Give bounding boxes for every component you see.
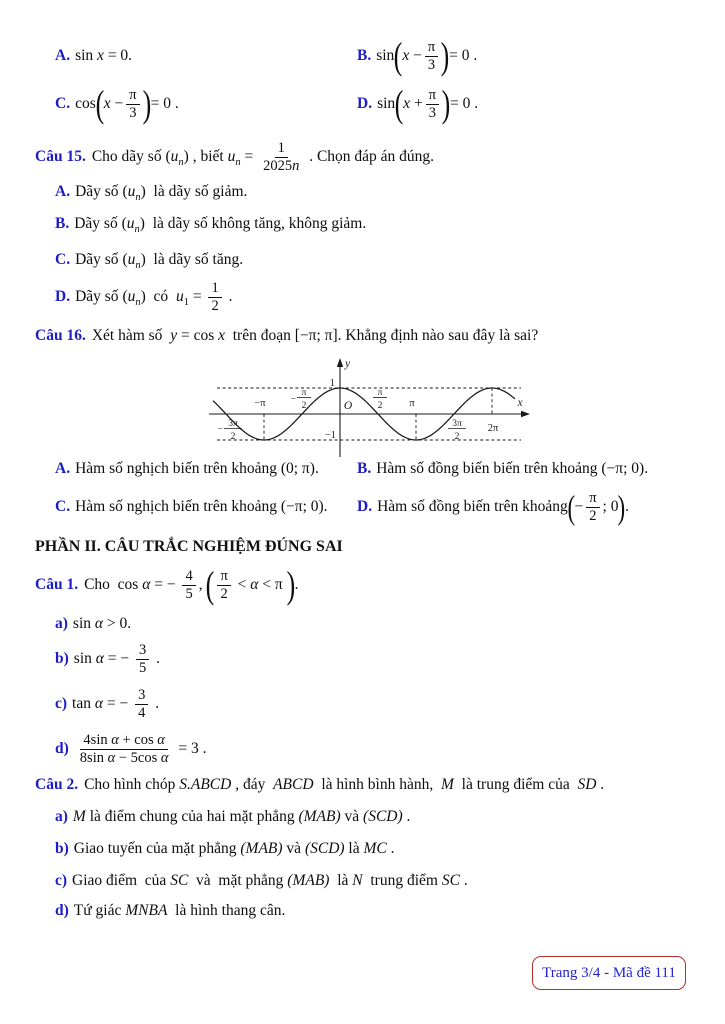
math-inner: x + — [403, 95, 423, 112]
y-axis-label: y — [345, 358, 351, 370]
option-letter: B. — [357, 460, 372, 477]
option-letter: B. — [357, 47, 372, 64]
close-paren: ) — [440, 35, 450, 77]
item-text: Giao tuyến của mặt phẳng (MAB) và (SCD) là MC . — [73, 840, 395, 857]
part2-q2-item-c — [55, 868, 468, 894]
stem-text: Xét hàm số y = cos x trên đoạn [−π; π]. Khẳng định nào sau đây là sai? — [91, 327, 539, 344]
stem-text: Cho hình chóp S.ABCD , đáy ABCD là hình bình hành, M là trung điểm của SD . — [84, 776, 605, 793]
question16-option-c — [55, 498, 357, 516]
open-paren: ( — [95, 83, 105, 125]
stem-text-tail: . Chọn đáp án đúng. — [305, 148, 435, 165]
tick-3pi-half-num: 3π — [452, 419, 462, 429]
math-fraction: $\frac{\pi}{3}$ — [425, 39, 438, 72]
function-name: sin — [377, 95, 396, 112]
option-letter: B. — [55, 215, 70, 232]
question14-option-b — [357, 35, 705, 77]
stem-text: Cho cos α = − — [84, 576, 180, 593]
question14-option-a — [55, 47, 357, 65]
part2-q1-item-a — [55, 612, 131, 636]
option-text: Dãy số $(u_n)$ là dãy số không tăng, không giảm. — [74, 215, 367, 236]
tick-neg-3pi-half-num: 3π — [228, 419, 238, 429]
minus-sign: − — [574, 498, 584, 515]
cosine-graph — [193, 356, 537, 460]
part2-question2-stem — [35, 772, 604, 798]
period: . — [151, 695, 160, 712]
question16-option-b — [357, 460, 705, 478]
footer-page-badge — [532, 956, 686, 990]
math-fraction: $\frac{1}{2}$ — [208, 280, 221, 313]
close-paren: ) — [617, 488, 626, 526]
tick-neg-pi-half-minus: − — [290, 395, 296, 405]
item-text: tan α = − — [72, 695, 133, 712]
question15-option-b — [55, 211, 366, 237]
math-fraction: $\frac{\pi}{3}$ — [426, 87, 439, 120]
question14-options-row-2 — [55, 78, 705, 130]
question15-option-a — [55, 179, 247, 205]
question15-option-c — [55, 247, 243, 273]
item-text: Giao điểm của SC và mặt phẳng (MAB) là N trung điểm SC . — [72, 872, 468, 889]
question15-option-d — [55, 276, 232, 318]
tick-minus-1: −1 — [324, 430, 336, 441]
tick-neg-3pi-half-minus: − — [217, 425, 223, 435]
option-text: Dãy số $(u_n)$ là dãy số giảm. — [75, 183, 248, 204]
item-text: M là điểm chung của hai mặt phẳng (MAB) và (SCD) . — [72, 808, 411, 825]
question15-stem — [35, 137, 434, 177]
tick-neg-pi-half-num: π — [301, 388, 307, 398]
option-letter: A. — [55, 183, 71, 200]
part2-q1-item-d — [55, 726, 206, 772]
math-tail: = 0 . — [150, 95, 179, 112]
item-text: Tứ giác MNBA là hình thang cân. — [73, 902, 286, 919]
math-fraction: $\frac{4}{5}$ — [182, 568, 195, 601]
open-paren: ( — [206, 564, 215, 606]
x-axis-arrow — [521, 411, 530, 417]
period: . — [625, 498, 629, 515]
question-number: Câu 15. — [35, 148, 86, 165]
open-paren: ( — [567, 488, 575, 526]
tick-3pi-half-den: 2 — [454, 432, 460, 442]
stem-text: Cho dãy số $(u_n)$ , biết $u_n$ = — [91, 148, 258, 169]
option-text: Hàm số đồng biến trên khoảng — [377, 498, 568, 515]
tick-neg-3pi-half-den: 2 — [230, 432, 236, 442]
math-fraction: $\frac{\pi}{2}$ — [586, 490, 599, 523]
part2-q2-item-d — [55, 898, 285, 924]
option-letter: D. — [357, 95, 373, 112]
question14-option-c — [55, 83, 357, 125]
question16-options-row-1 — [55, 454, 705, 484]
item-text: sin α > 0. — [72, 615, 132, 632]
question-number: Câu 16. — [35, 327, 86, 344]
option-letter: D. — [55, 288, 71, 305]
option-text: Dãy số $(u_n)$ là dãy số tăng. — [75, 251, 244, 272]
option-text: Hàm số nghịch biến trên khoảng (−π; 0). — [75, 498, 328, 515]
math-fraction: $\frac{\text{4sin α + cos α}}{\text{8sin α − 5cos α}}$ — [79, 732, 169, 766]
math-tail: = 0 . — [449, 47, 478, 64]
close-paren: ) — [441, 83, 451, 125]
item-letter: b) — [55, 840, 69, 857]
option-text-tail: . — [224, 288, 233, 305]
origin-label: O — [343, 400, 353, 412]
close-paren: ) — [286, 564, 295, 606]
option-text: Hàm số nghịch biến trên khoảng (0; π). — [75, 460, 319, 477]
page-number-text: Trang 3/4 - Mã đề 111 — [542, 964, 676, 981]
option-letter: C. — [55, 498, 71, 515]
tick-pi-half-num: π — [377, 388, 383, 398]
question16-option-d — [357, 488, 705, 526]
math-fraction: $\frac{\pi}{3}$ — [126, 87, 139, 120]
math-fraction: $\frac{3}{4}$ — [135, 687, 148, 720]
period: . — [152, 650, 161, 667]
item-letter: c) — [55, 695, 68, 712]
question16-stem — [35, 323, 538, 349]
math-fraction: $\frac{1}{2025n}$ — [263, 140, 300, 174]
option-letter: A. — [55, 47, 71, 64]
item-text: sin α = − — [73, 650, 134, 667]
option-letter: C. — [55, 251, 71, 268]
math-inner: x − — [103, 95, 124, 112]
part2-question1-stem — [35, 562, 299, 608]
part2-heading: PHẦN II. CÂU TRẮC NGHIỆM ĐÚNG SAI — [35, 538, 343, 555]
period: . — [294, 576, 299, 593]
math-tail: = 0 . — [450, 95, 479, 112]
option-letter: C. — [55, 95, 71, 112]
option-letter: A. — [55, 460, 71, 477]
question-number: Câu 1. — [35, 576, 79, 593]
part2-q2-item-b — [55, 836, 394, 862]
option-text: Dãy số $(u_n)$ có $u_1$ = — [75, 288, 206, 309]
item-letter: a) — [55, 808, 68, 825]
item-letter: b) — [55, 650, 69, 667]
item-letter: d) — [55, 902, 69, 919]
part2-q2-item-a — [55, 804, 410, 830]
item-letter: c) — [55, 872, 68, 889]
tick-pi-half-den: 2 — [377, 401, 383, 411]
question16-options-row-2 — [55, 485, 705, 529]
tick-1: 1 — [329, 378, 335, 389]
question16-option-a — [55, 460, 357, 478]
comma: , — [198, 576, 207, 593]
item-letter: d) — [55, 740, 69, 757]
question14-option-d — [357, 83, 705, 125]
question-number: Câu 2. — [35, 776, 79, 793]
part2-q1-item-b — [55, 637, 160, 681]
equals-three: = 3 . — [174, 740, 207, 757]
tick-pi: π — [409, 398, 415, 409]
part2-q1-item-c — [55, 682, 159, 726]
inequality-text: < α < π — [233, 576, 287, 593]
math-fraction: $\frac{3}{5}$ — [136, 642, 149, 675]
math-fraction: $\frac{\pi}{2}$ — [217, 568, 230, 601]
open-paren: ( — [394, 83, 404, 125]
y-axis-arrow — [337, 358, 343, 367]
function-name: sin — [376, 47, 395, 64]
question14-options-row-1 — [55, 30, 705, 82]
tick-neg-pi: −π — [254, 398, 266, 409]
tick-2pi: 2π — [487, 423, 499, 434]
open-paren: ( — [393, 35, 403, 77]
tick-neg-pi-half-den: 2 — [301, 401, 307, 411]
math-inner: x − — [402, 47, 422, 64]
interval-tail: ; 0 — [602, 498, 619, 515]
option-letter: D. — [357, 498, 373, 515]
math-expression: sin x = 0. — [75, 47, 133, 64]
option-text: Hàm số đồng biến biến trên khoảng (−π; 0). — [376, 460, 649, 477]
item-letter: a) — [55, 615, 68, 632]
close-paren: ) — [142, 83, 151, 125]
x-axis-label: x — [517, 397, 523, 409]
function-name: cos — [75, 95, 96, 112]
